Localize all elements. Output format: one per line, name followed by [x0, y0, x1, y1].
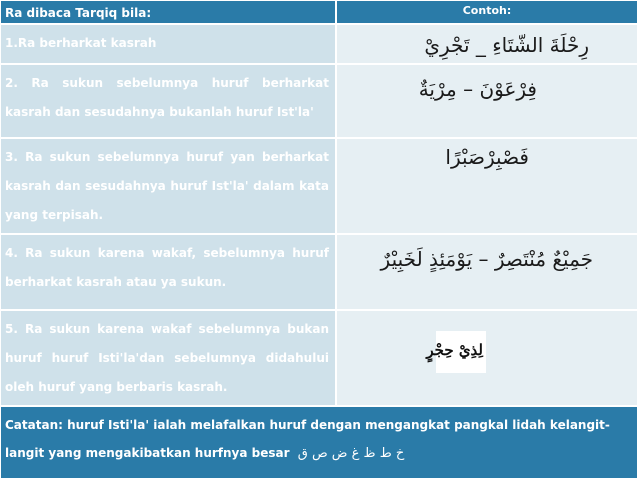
rule-text-3: 3. Ra sukun sebelumnya huruf yan berharkat kasrah dan sesudahnya huruf Ist'la' dalam kata yang terpisah.: [5, 150, 329, 222]
note-text: Catatan: huruf Isti'la' ialah melafalkan huruf dengan mengangkat pangkal lidah kelangit-langit yang mengakibatkan hurfnya besar: [5, 418, 610, 460]
example-text-1: رِحْلَةَ الشّتَاءِ _ تَجْرِيْ: [424, 33, 589, 57]
rule-text-2: 2. Ra sukun sebelumnya huruf berharkat kasrah dan sesudahnya bukanlah huruf Ist'la': [5, 76, 329, 119]
rule-cell-3: [0, 138, 336, 234]
note-istila-letters: خ ط ظ غ ض ص ق: [297, 446, 405, 461]
example-cell-3: [336, 138, 638, 234]
example-text-4: جَمِيْعٌ مُنْتَصِرٌ – يَوْمَئِذٍ لَخَبِيْرٌ: [380, 247, 593, 271]
example-text-2: فِرْعَوْنَ – مِرْيَةٌ: [418, 77, 537, 101]
rule-cell-5: [0, 310, 336, 406]
example-cell-4: [336, 234, 638, 310]
example-text-5: لِذِيْ حِجْرٍ: [426, 341, 483, 359]
example-image-5: [426, 331, 486, 373]
example-cell-1: [336, 24, 638, 64]
rule-text-4: 4. Ra sukun karena wakaf, sebelumnya huruf berharkat kasrah atau ya sukun.: [5, 246, 329, 289]
rule-cell-4: [0, 234, 336, 310]
example-text-3: فَصْبِرْصَبْرًا: [445, 145, 529, 169]
header-rule-label: Ra dibaca Tarqiq bila:: [5, 6, 152, 20]
header-example-cell: [336, 0, 638, 24]
rule-text-5: 5. Ra sukun karena wakaf sebelumnya bukan huruf huruf Isti'la'dan sebelumnya didahului oleh huruf yang berbaris kasrah.: [5, 322, 329, 394]
example-cell-2: [336, 64, 638, 138]
header-example-label: Contoh:: [462, 4, 512, 17]
rule-cell-1: [0, 24, 336, 64]
note-cell: [0, 406, 638, 479]
rule-cell-2: [0, 64, 336, 138]
example-cell-5: [336, 310, 638, 406]
rule-text-1: 1.Ra berharkat kasrah: [5, 36, 157, 50]
header-rule-cell: [0, 0, 336, 24]
